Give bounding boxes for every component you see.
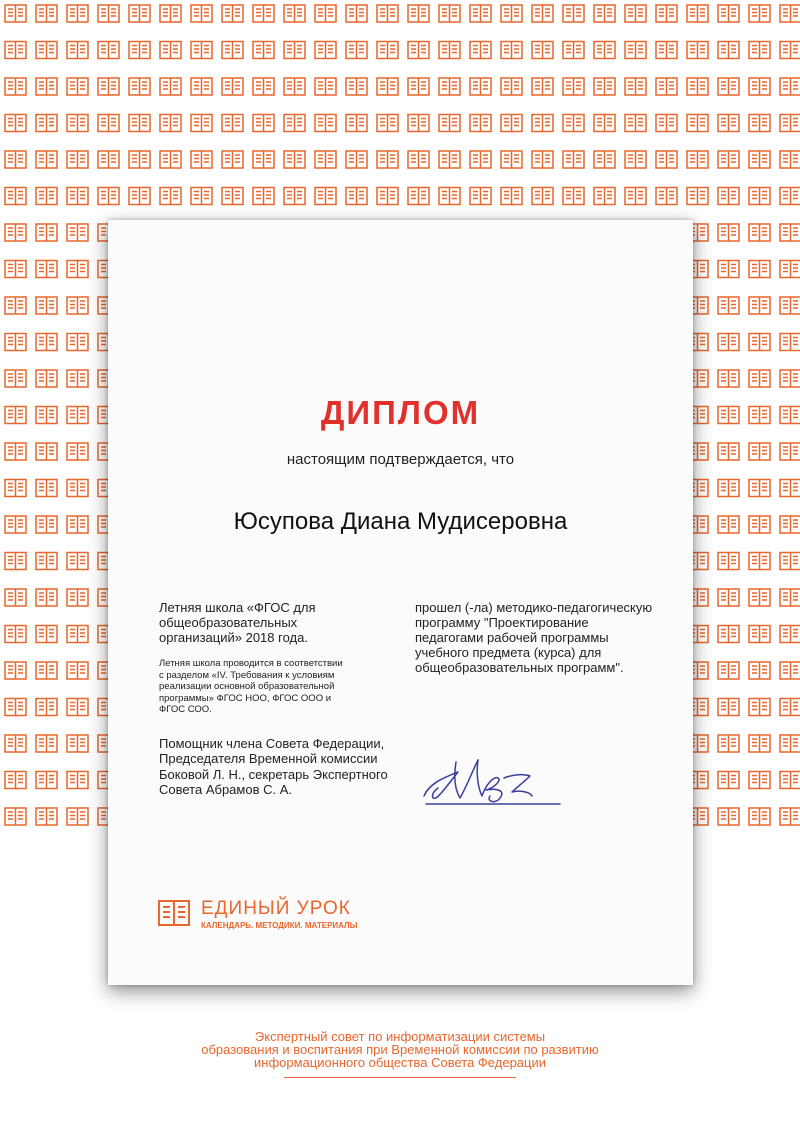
footer-underline — [284, 1077, 516, 1078]
school-note: Летняя школа проводится в соответствии с разделом «IV. Требования к условиям реализации основной образовательной программы» ФГОС НОО, ФГОС ООО и ФГОС СОО. — [159, 658, 343, 715]
edinyi-urok-logo — [158, 898, 358, 931]
footer-text: Экспертный совет по информатизации системы образования и воспитания при Временной комиссии по развитию информационного общества Совета Федерации — [201, 1029, 599, 1070]
signature — [420, 752, 565, 817]
open-book-icon — [158, 900, 190, 926]
signer-text: Помощник члена Совета Федерации, Председателя Временной комиссии Боковой Л. Н., секретарь Экспертного Совета Абрамов С. А. — [159, 735, 388, 797]
recipient-name: Юсупова Диана Мудисеровна — [233, 508, 568, 535]
logo-tagline: КАЛЕНДАРЬ. МЕТОДИКИ. МАТЕРИАЛЫ — [201, 921, 358, 930]
handwritten-signature — [420, 752, 565, 812]
diploma-subtitle: настоящим подтверждается, что — [286, 451, 515, 468]
diploma-title: ДИПЛОМ — [320, 394, 481, 431]
logo-name: ЕДИНЫЙ УРОК — [201, 898, 351, 919]
diploma-sheet — [108, 220, 693, 985]
left-column — [159, 600, 409, 798]
school-name: Летняя школа «ФГОС для общеобразовательных организаций» 2018 года. — [159, 600, 316, 645]
program-text: прошел (-ла) методико-педагогическую программу "Проектирование педагогами рабочей программы учебного предмета (курса) для общеобразовательных программ". — [415, 600, 653, 675]
